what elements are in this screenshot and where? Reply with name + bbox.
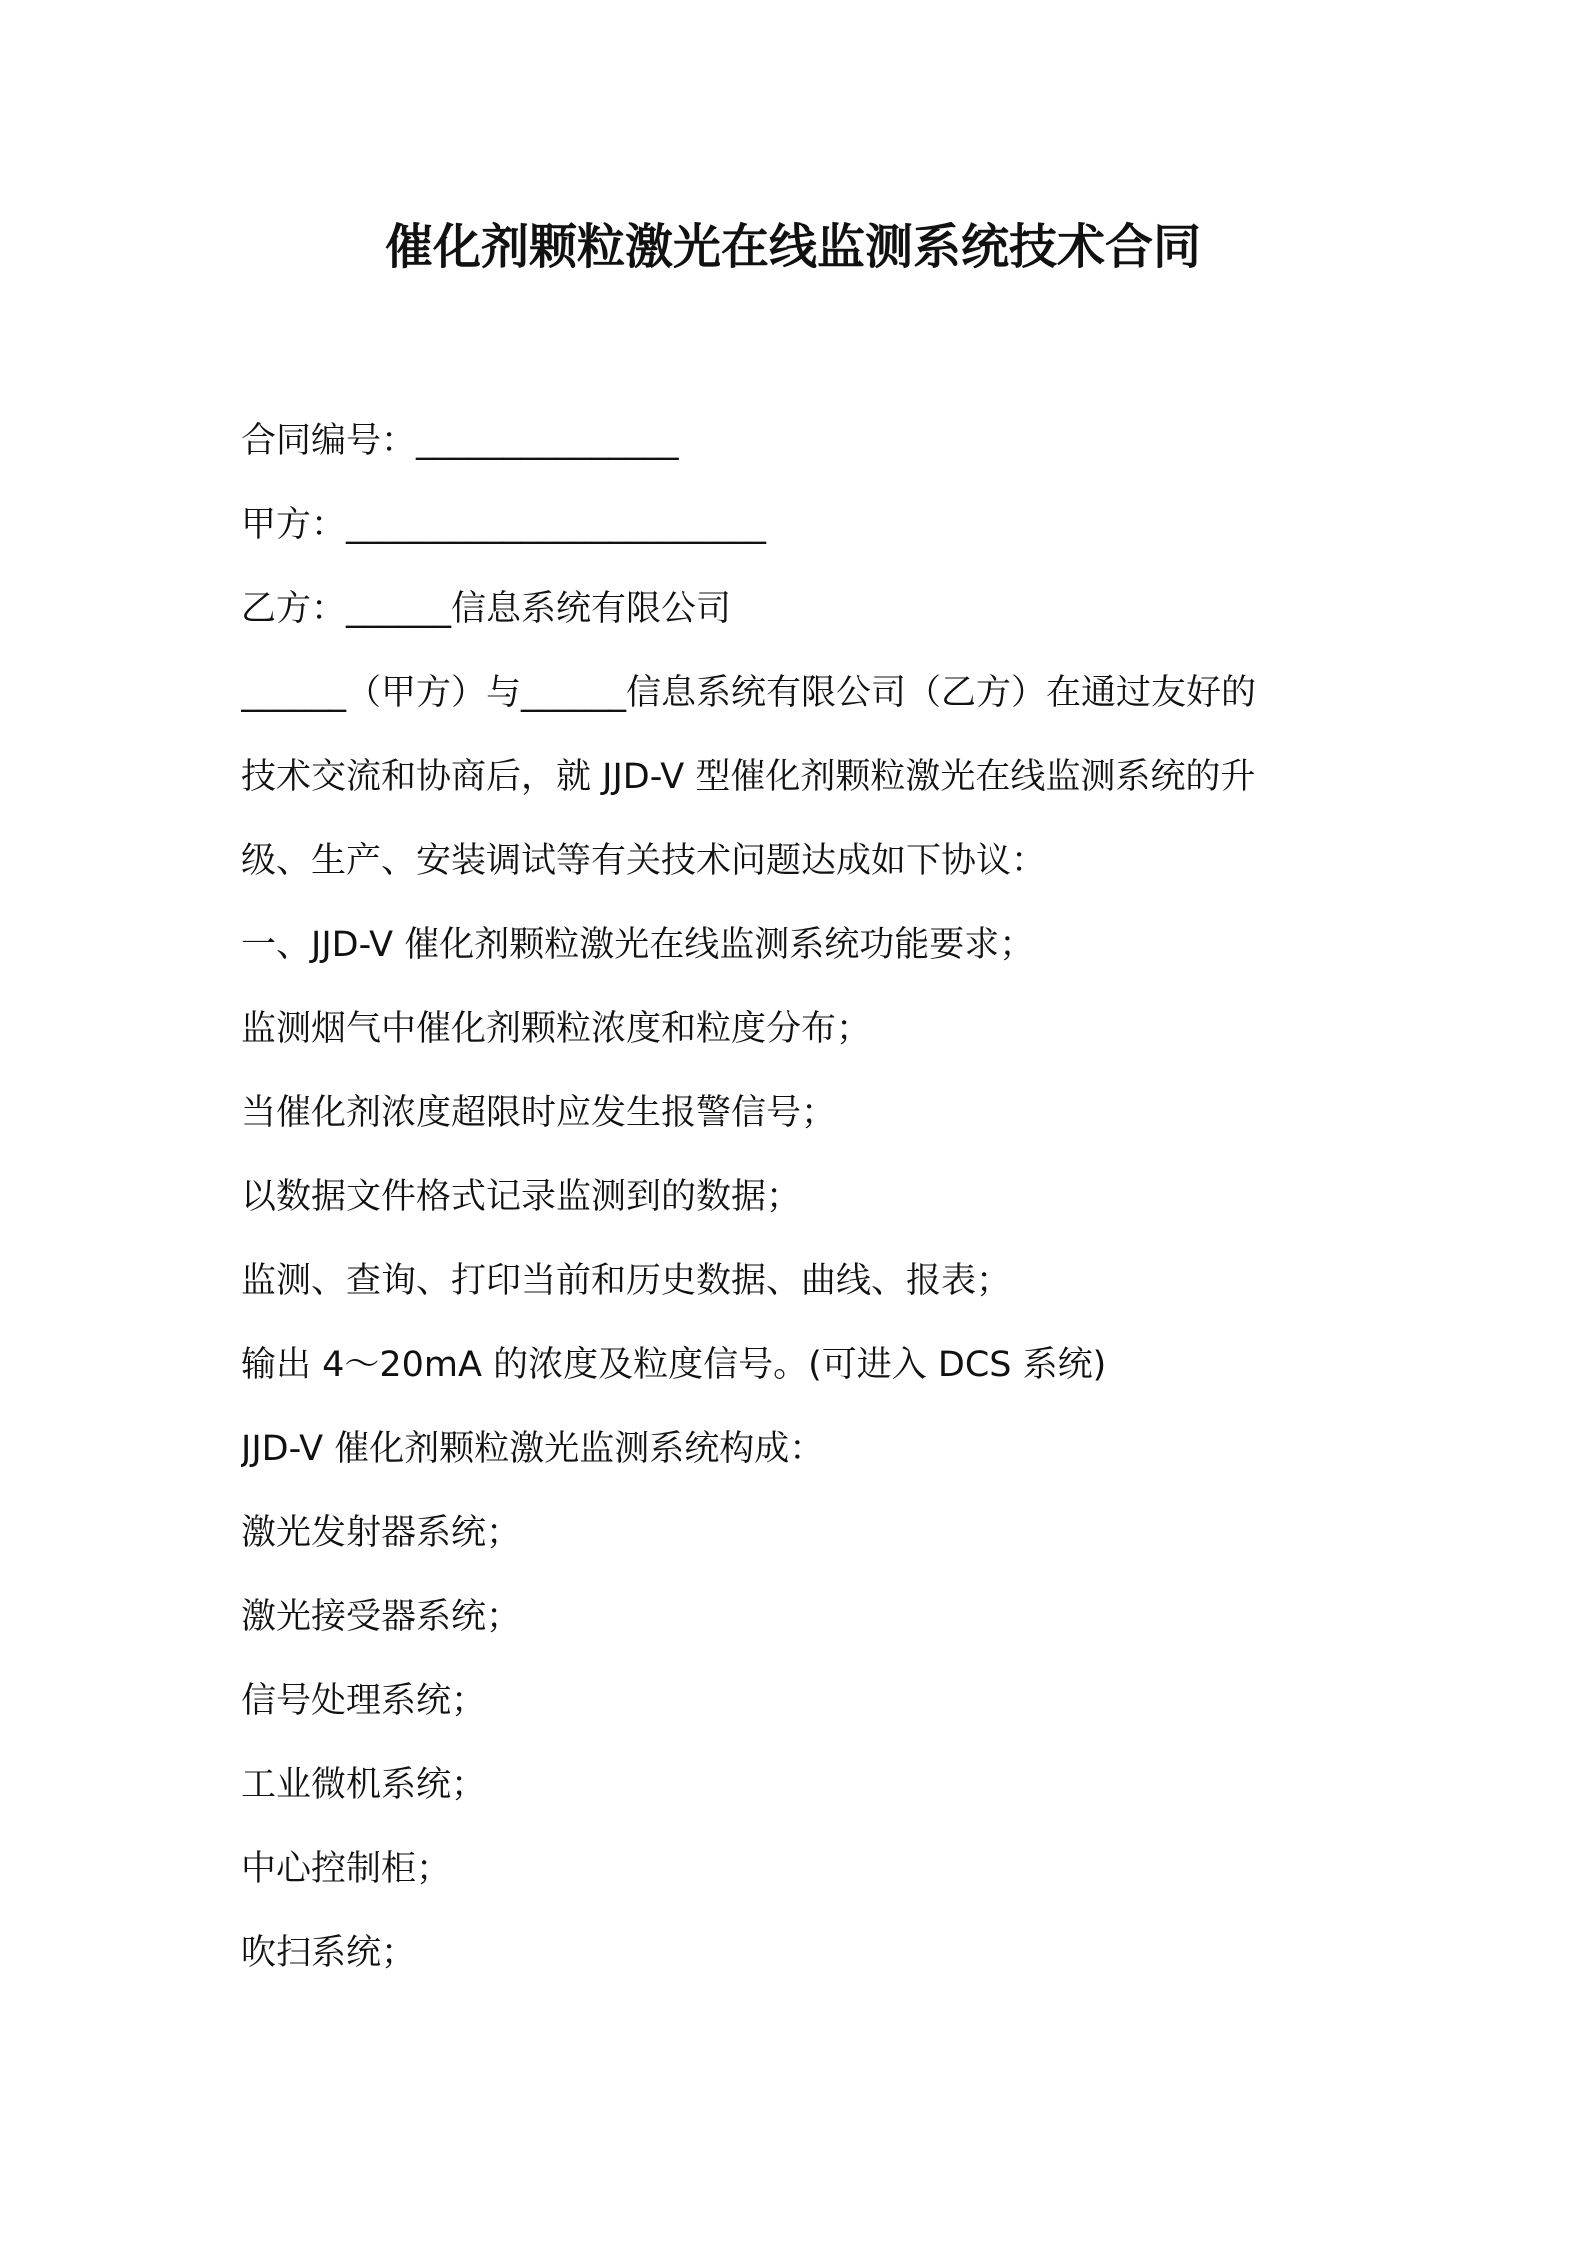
preamble-line-2: 技术交流和协商后，就 JJD-V 型催化剂颗粒激光在线监测系统的升 (241, 757, 1256, 797)
composition-item: 激光发射器系统； (241, 1513, 522, 1553)
requirement-item: 监测烟气中催化剂颗粒浓度和粒度分布； (241, 1009, 872, 1049)
preamble-line-3: 级、生产、安装调试等有关技术问题达成如下协议： (241, 841, 1047, 881)
preamble-line-1: ______（甲方）与______信息系统有限公司（乙方）在通过友好的 (241, 673, 1257, 713)
requirement-item: 输出 4～20mA 的浓度及粒度信号。(可进入 DCS 系统) (241, 1345, 1107, 1385)
section-heading-composition: JJD-V 催化剂颗粒激光监测系统构成： (241, 1429, 825, 1469)
composition-item: 工业微机系统； (241, 1765, 487, 1805)
requirement-item: 监测、查询、打印当前和历史数据、曲线、报表； (241, 1261, 1012, 1301)
party-a-line: 甲方：________________________ (241, 505, 767, 545)
composition-item: 吹扫系统； (241, 1933, 417, 1973)
document-title: 催化剂颗粒激光在线监测系统技术合同 (384, 219, 1201, 275)
requirement-item: 以数据文件格式记录监测到的数据； (241, 1177, 802, 1217)
document-body (241, 399, 1371, 1995)
requirement-item: 当催化剂浓度超限时应发生报警信号； (241, 1093, 837, 1133)
contract-number-line: 合同编号：_______________ (241, 421, 679, 461)
composition-item: 信号处理系统； (241, 1681, 487, 1721)
section-heading-requirements: 一、JJD-V 催化剂颗粒激光在线监测系统功能要求； (241, 925, 1035, 965)
party-b-line: 乙方：______信息系统有限公司 (241, 589, 732, 629)
composition-item: 中心控制柜； (241, 1849, 452, 1889)
composition-item: 激光接受器系统； (241, 1597, 522, 1637)
